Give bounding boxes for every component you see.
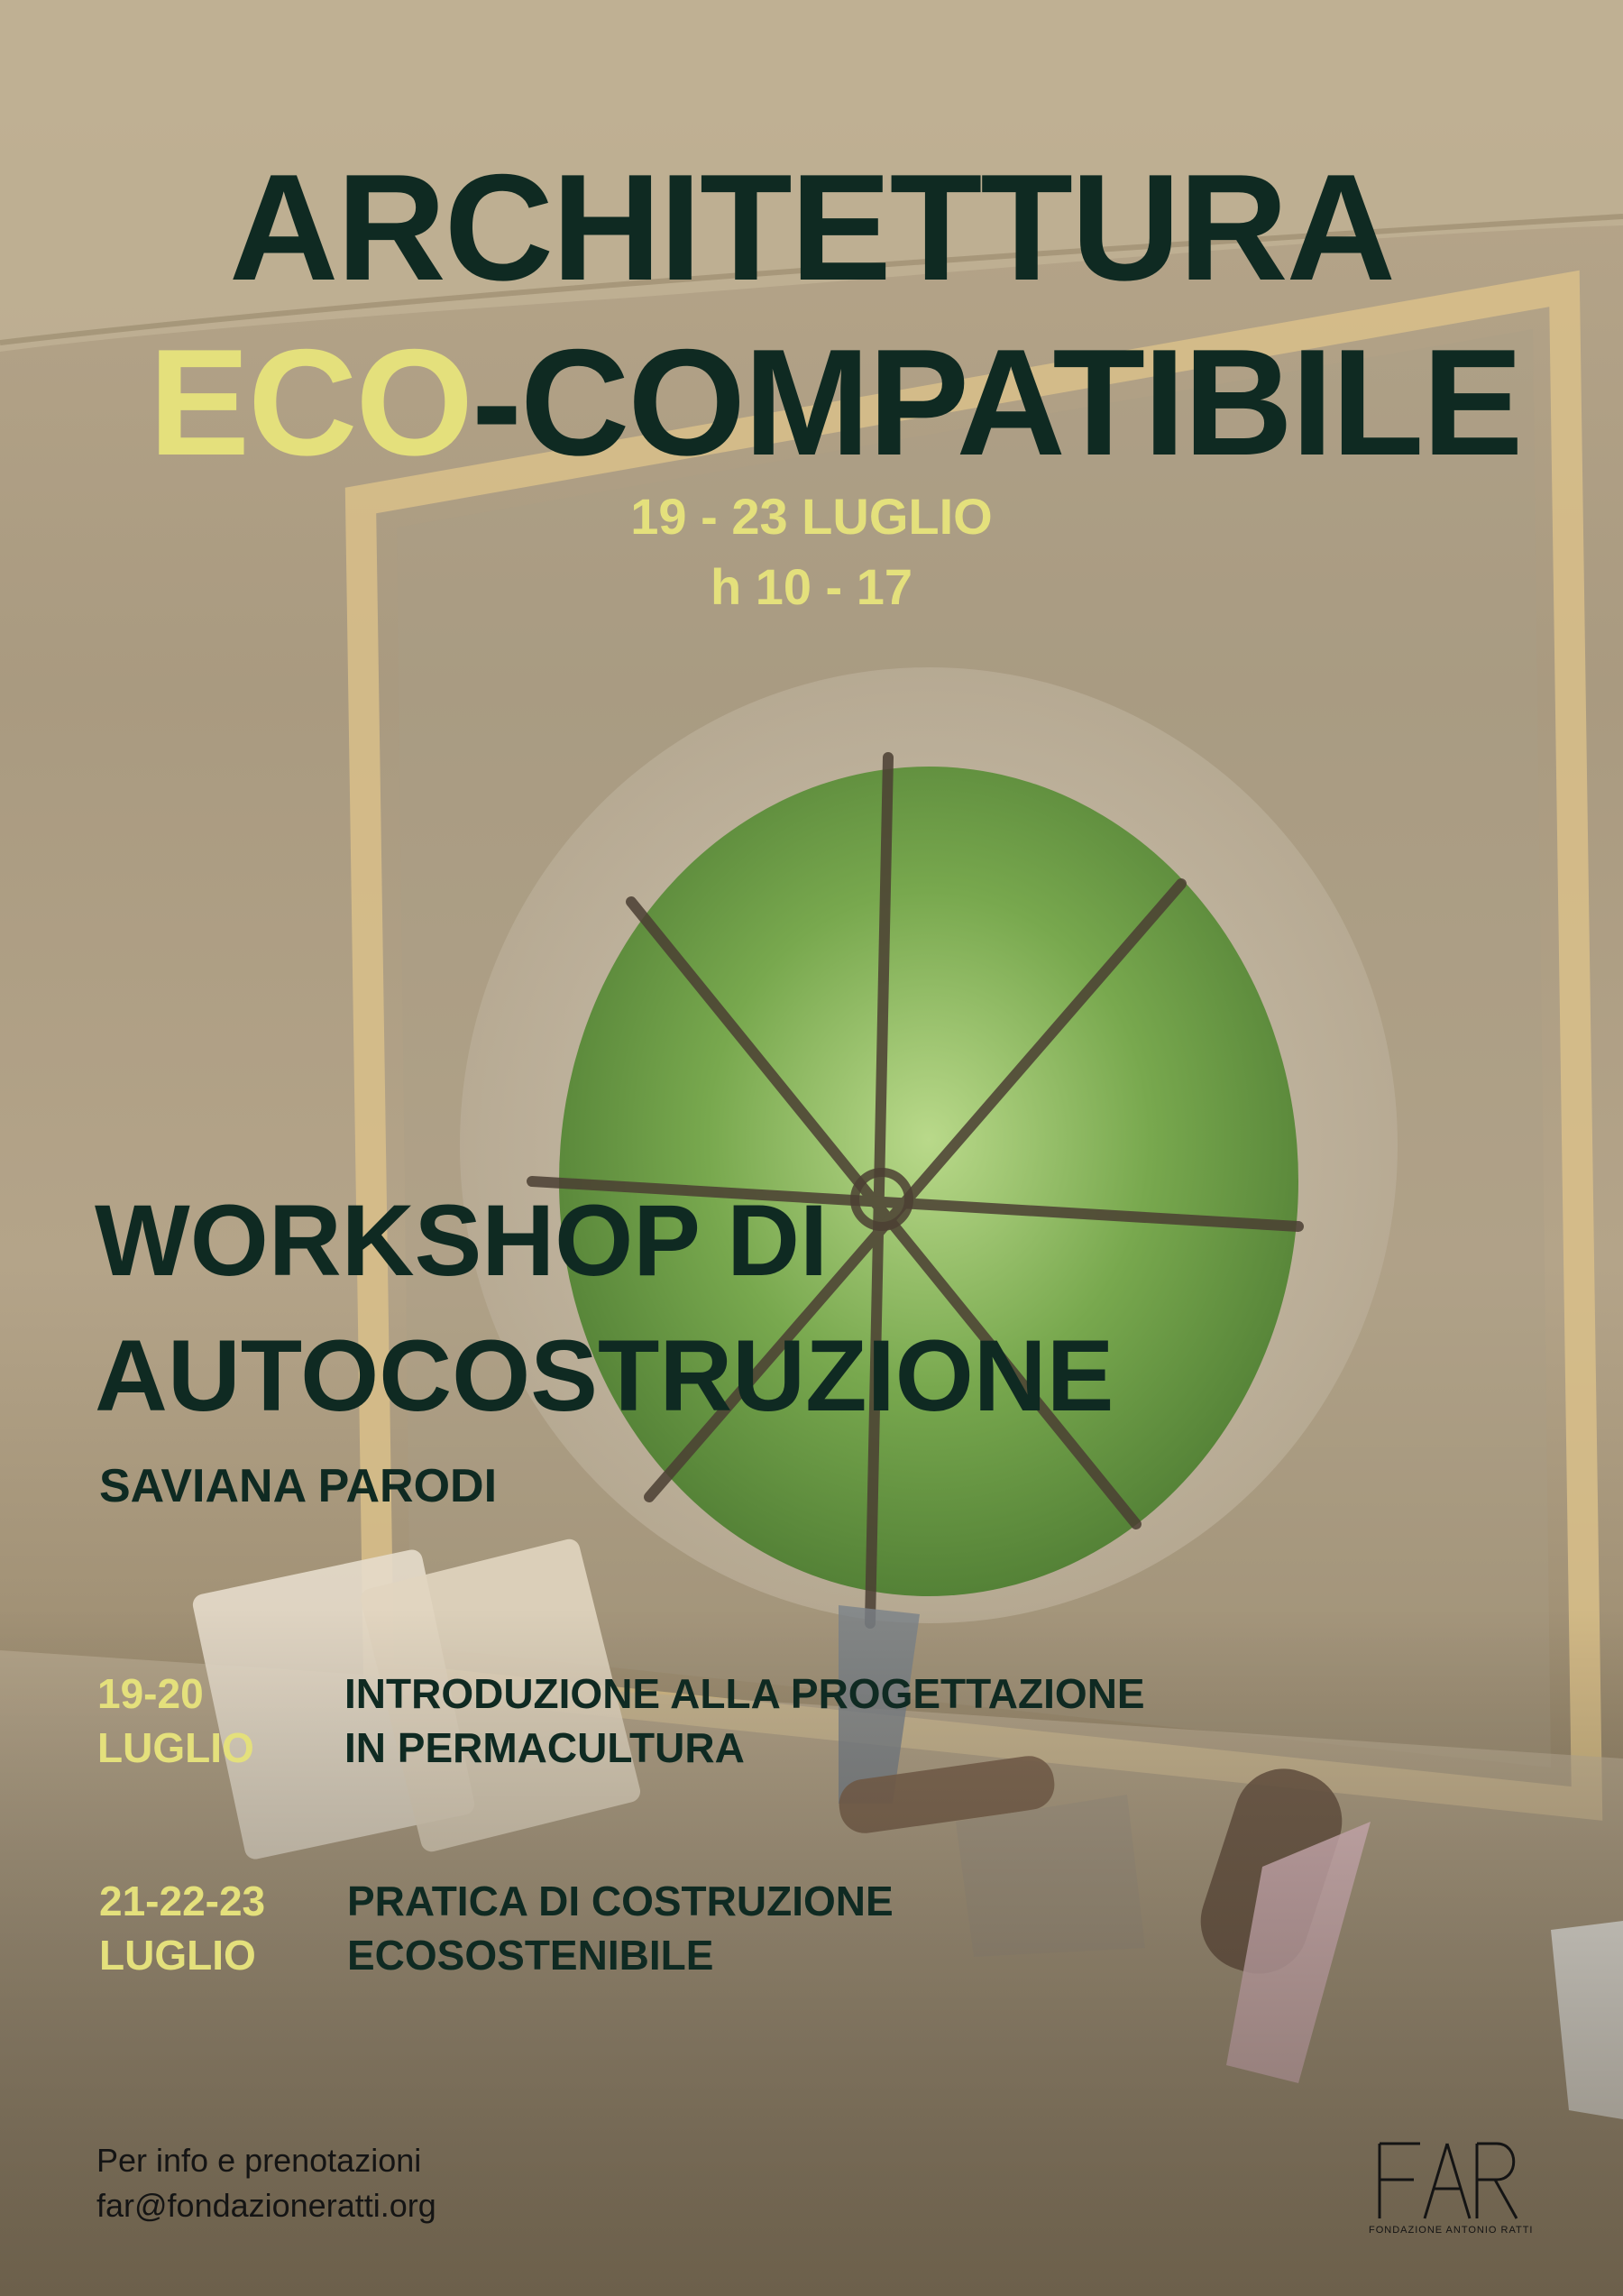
contact-email-link[interactable]: far@fondazioneratti.org xyxy=(96,2187,436,2224)
session-2-date: 21-22-23 xyxy=(99,1878,266,1924)
logo-subtitle: FONDAZIONE ANTONIO RATTI xyxy=(1369,2225,1534,2236)
session-2-title-line-1: PRATICA DI COSTRUZIONE xyxy=(347,1878,894,1924)
event-hours: h 10 - 17 xyxy=(710,558,913,615)
title-eco-highlight: ECO xyxy=(149,317,472,487)
workshop-title-line-2: AUTOCOSTRUZIONE xyxy=(95,1319,1114,1432)
session-1-month: LUGLIO xyxy=(97,1724,254,1771)
contact-info-label: Per info e prenotazioni xyxy=(96,2142,422,2179)
title-line-1: ARCHITETTURA xyxy=(229,142,1394,312)
event-dates: 19 - 23 LUGLIO xyxy=(630,488,993,545)
title-compatibile: -COMPATIBILE xyxy=(472,317,1522,487)
session-1-title-line-2: IN PERMACULTURA xyxy=(344,1724,745,1771)
author-name: SAVIANA PARODI xyxy=(99,1460,498,1512)
session-1-date: 19-20 xyxy=(97,1670,204,1717)
session-2-month: LUGLIO xyxy=(99,1932,256,1979)
session-2-title-line-2: ECOSOSTENIBILE xyxy=(347,1932,714,1979)
title-line-2 xyxy=(149,317,1522,487)
session-1-title-line-1: INTRODUZIONE ALLA PROGETTAZIONE xyxy=(344,1670,1145,1717)
far-logo xyxy=(1371,2133,1524,2236)
workshop-title-line-1: WORKSHOP DI xyxy=(95,1184,829,1297)
